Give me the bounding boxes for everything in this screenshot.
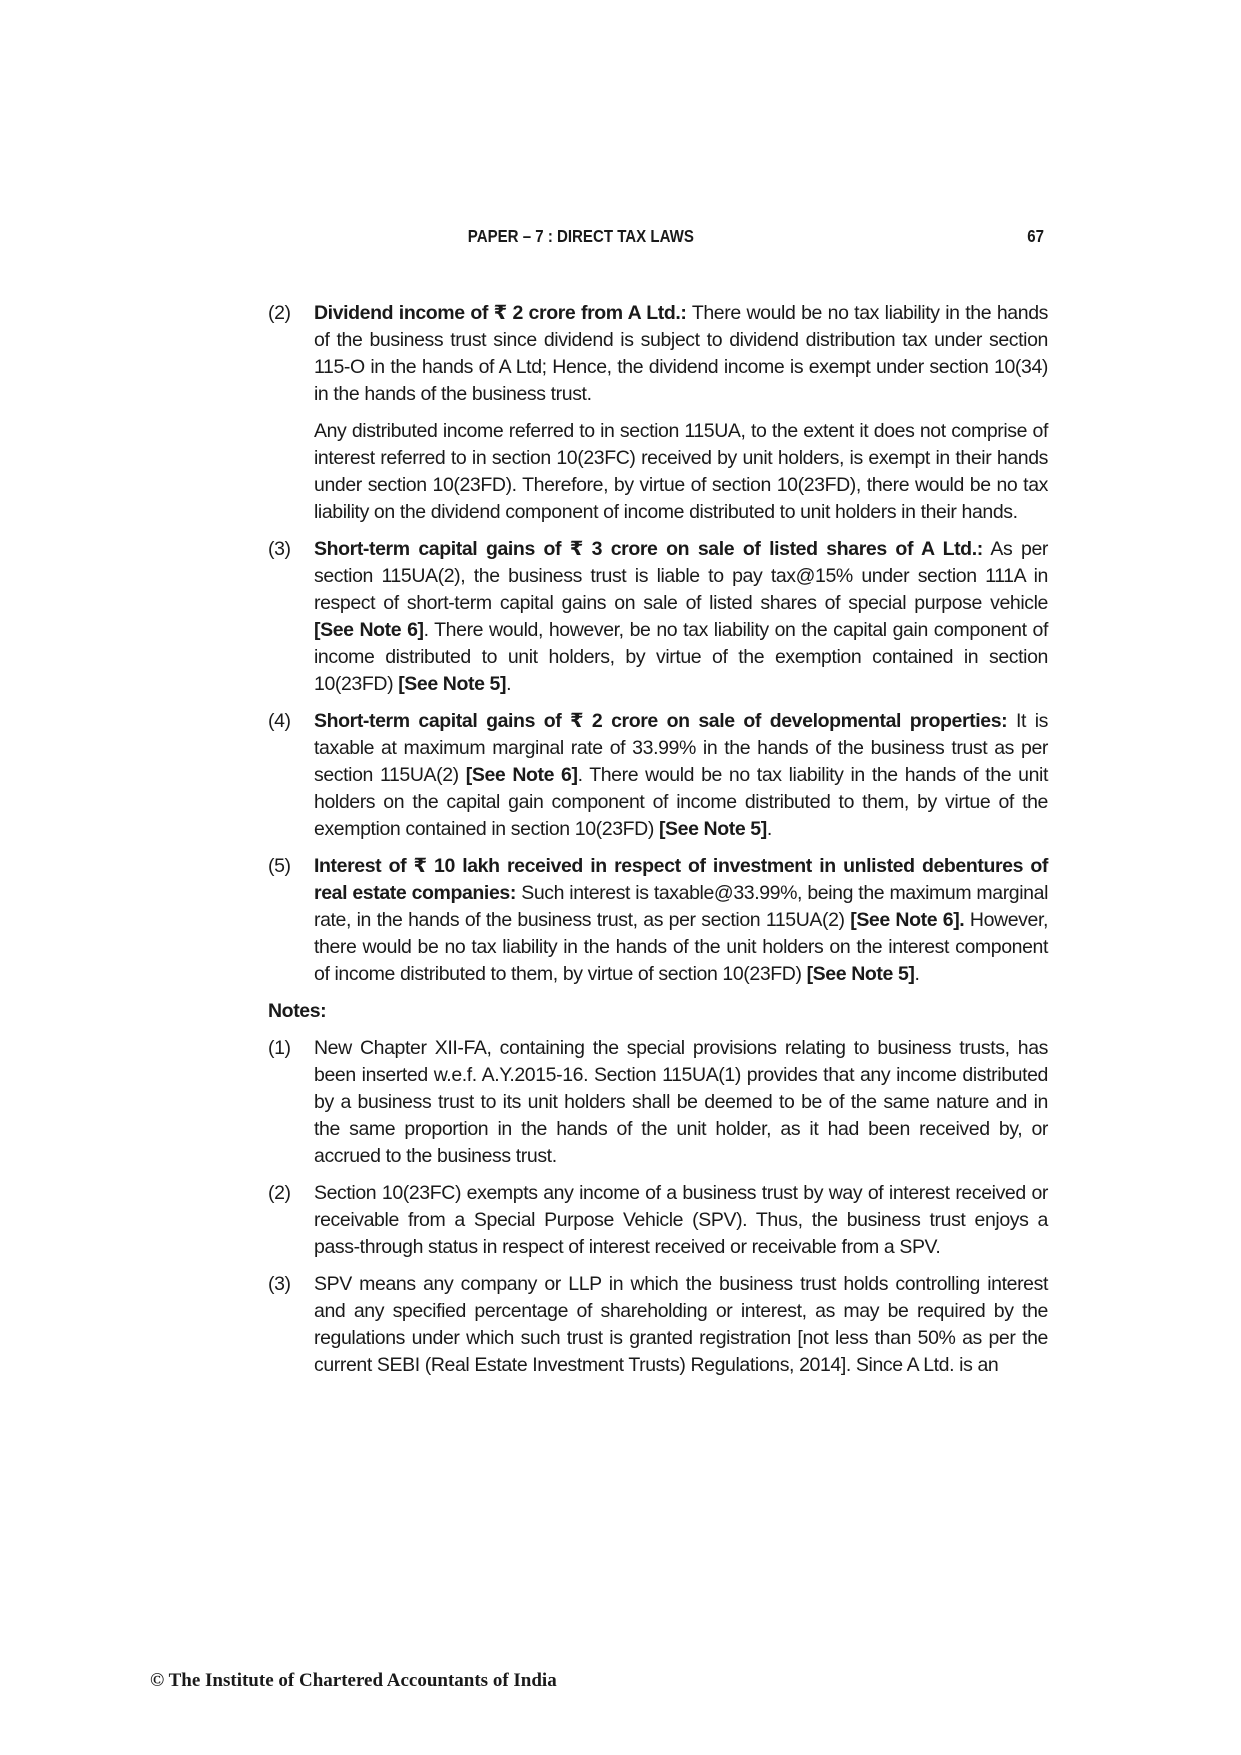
note-reference: [See Note 6] — [314, 619, 424, 641]
page-number: 67 — [1027, 226, 1044, 246]
note-number: (2) — [268, 1182, 291, 1204]
note-reference: [See Note 5] — [658, 818, 767, 840]
header-title: PAPER – 7 : DIRECT TAX LAWS — [467, 226, 694, 246]
item-heading: Short-term capital gains of ₹ 2 crore on sale of developmental properties: — [314, 710, 1008, 732]
item-paragraph: Any distributed income referred to in section 115UA, to the extent it does not comprise of interest referred to in section 10(23FC) received by unit holders, is exempt in their hands under section 10(23FD). Therefore, by virtue of section 10(23FD), there would be no tax liability on the dividend component of income distributed to unit holders in their hands. — [314, 420, 1048, 523]
note-item — [268, 1180, 1048, 1261]
note-reference: [See Note 6]. — [850, 909, 965, 931]
main-content — [268, 300, 1048, 1389]
item-paragraph: Short-term capital gains of ₹ 2 crore on sale of developmental properties: It is taxable at maximum marginal rate of 33.99% in the hands of the business trust as per section 115UA(2) [See Note 6]. There would be no tax liability in the hands of the unit holders on the capital gain component of income distributed to them, by virtue of the exemption contained in section 10(23FD) [See Note 5]. — [314, 710, 1048, 840]
item-number: (5) — [268, 855, 291, 877]
list-item — [268, 708, 1048, 843]
item-heading: Interest of ₹ 10 lakh received in respect of investment in unlisted debentures of real estate companies: — [314, 855, 1048, 904]
note-text: New Chapter XII-FA, containing the special provisions relating to business trusts, has been inserted w.e.f. A.Y.2015-16. Section 115UA(1) provides that any income distributed by a business trust to its unit holders shall be deemed to be of the same nature and in the same proportion in the hands of the unit holder, as it had been received by, or accrued to the business trust. — [314, 1037, 1048, 1167]
list-item — [268, 536, 1048, 698]
item-number: (3) — [268, 538, 291, 560]
item-paragraph: Short-term capital gains of ₹ 3 crore on sale of listed shares of A Ltd.: As per section 115UA(2), the business trust is liable to pay tax@15% under section 111A in respect of short-term capital gains on sale of listed shares of special purpose vehicle [See Note 6]. There would, however, be no tax liability on the capital gain component of income distributed to unit holders, by virtue of the exemption contained in section 10(23FD) [See Note 5]. — [314, 538, 1048, 695]
list-item — [268, 853, 1048, 988]
item-number: (2) — [268, 302, 291, 324]
note-number: (1) — [268, 1037, 291, 1059]
notes-heading: Notes: — [268, 1000, 327, 1022]
page-header — [270, 226, 1044, 250]
note-reference: [See Note 5] — [806, 963, 915, 985]
footer-copyright: © The Institute of Chartered Accountants of India — [150, 1670, 557, 1691]
note-text: Section 10(23FC) exempts any income of a business trust by way of interest received or receivable from a Special Purpose Vehicle (SPV). Thus, the business trust enjoys a pass-through status in respect of interest received or receivable from a SPV. — [314, 1182, 1048, 1258]
note-item — [268, 1035, 1048, 1170]
note-number: (3) — [268, 1273, 291, 1295]
note-reference: [See Note 6] — [465, 764, 578, 786]
item-paragraph: Dividend income of ₹ 2 crore from A Ltd.: There would be no tax liability in the hands of the business trust since dividend is subject to dividend distribution tax under section 115-O in the hands of A Ltd; Hence, the dividend income is exempt under section 10(34) in the hands of the business trust. — [314, 302, 1048, 405]
note-text: SPV means any company or LLP in which the business trust holds controlling interest and any specified percentage of shareholding or interest, as may be required by the regulations under which such trust is granted registration [not less than 50% as per the current SEBI (Real Estate Investment Trusts) Regulations, 2014]. Since A Ltd. is an — [314, 1273, 1048, 1376]
note-item — [268, 1271, 1048, 1379]
list-item — [268, 300, 1048, 526]
item-heading: Dividend income of ₹ 2 crore from A Ltd.: — [314, 302, 687, 324]
item-heading: Short-term capital gains of ₹ 3 crore on sale of listed shares of A Ltd.: — [314, 538, 983, 560]
item-paragraph: Interest of ₹ 10 lakh received in respect of investment in unlisted debentures of real estate companies: Such interest is taxable@33.99%, being the maximum marginal rate, in the hands of the business trust, as per section 115UA(2) [See Note 6]. However, there would be no tax liability in the hands of the unit holders on the interest component of income distributed to them, by virtue of section 10(23FD) [See Note 5]. — [314, 855, 1049, 985]
note-reference: [See Note 5] — [398, 673, 507, 695]
item-number: (4) — [268, 710, 291, 732]
